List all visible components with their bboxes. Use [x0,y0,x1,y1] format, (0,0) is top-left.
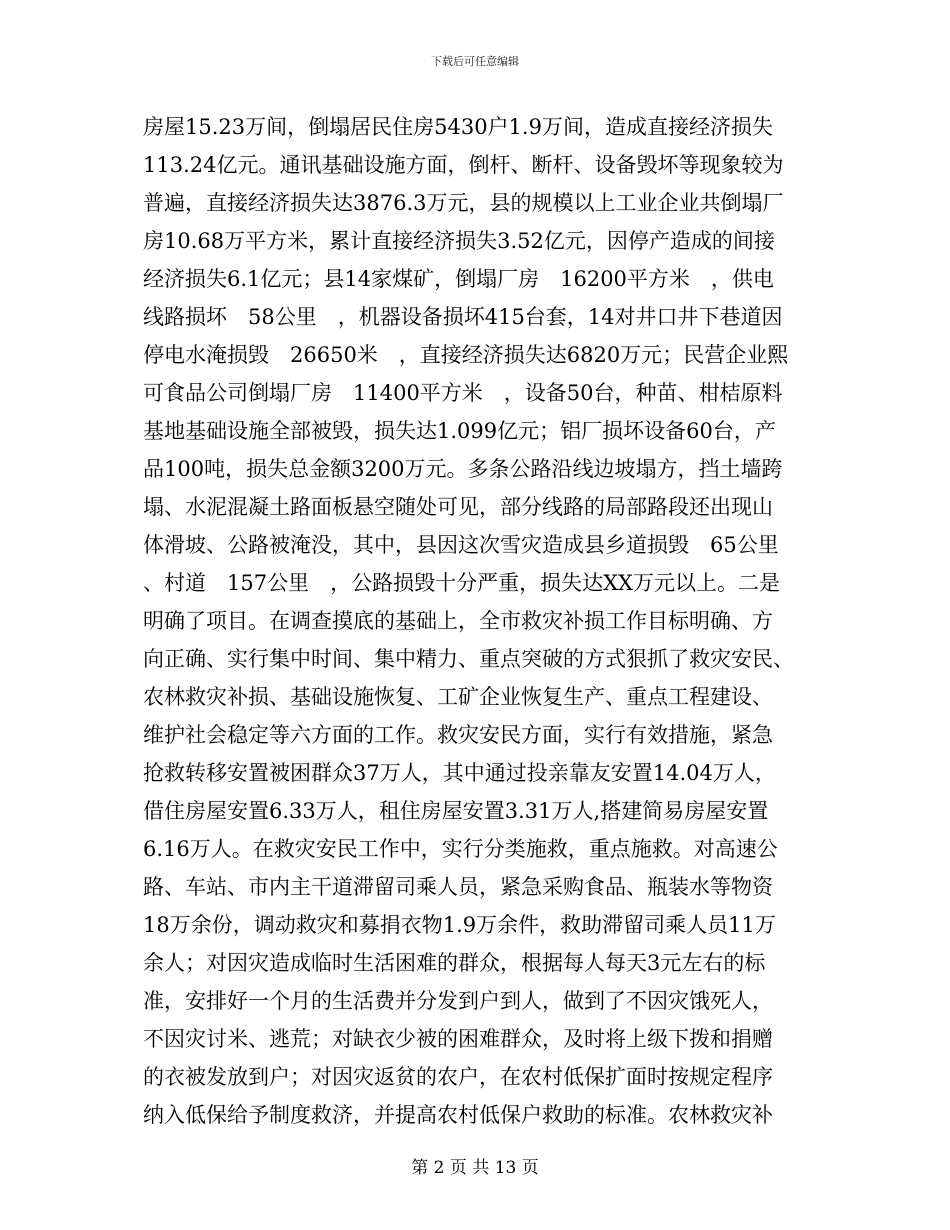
text-line: 塌、水泥混凝土路面板悬空随处可见，部分线路的局部路段还出现山 [143,495,773,519]
text-line: 体滑坡、公路被淹没，其中，县因这次雪灾造成县乡道损毁 65公里 [143,533,779,557]
text-line: 抢救转移安置被困群众37万人，其中通过投亲靠友安置14.04万人， [143,761,776,785]
text-line: 房10.68万平方米，累计直接经济损失3.52亿元，因停产造成的间接 [143,229,775,253]
text-line: 维护社会稳定等六方面的工作。救灾安民方面，实行有效措施，紧急 [143,723,773,747]
page-number-footer: 第 2 页 共 13 页 [411,1158,539,1178]
text-line: 可食品公司倒塌厂房 11400平方米 ，设备50台，种苗、柑桔原料 [143,381,783,405]
text-line: 房屋15.23万间，倒塌居民住房5430户1.9万间，造成直接经济损失 [143,115,773,139]
text-line: 余人；对因灾造成临时生活困难的群众，根据每人每天3元左右的标 [143,951,766,975]
text-line: 农林救灾补损、基础设施恢复、工矿企业恢复生产、重点工程建设、 [143,685,773,709]
text-line: 准，安排好一个月的生活费并分发到户到人，做到了不因灾饿死人， [143,989,773,1013]
page-header-label: 下载后可任意编辑 [431,55,519,68]
text-line: 向正确、实行集中时间、集中精力、重点突破的方式狠抓了救灾安民、 [143,647,794,671]
text-line: 113.24亿元。通讯基础设施方面，倒杆、断杆、设备毁坏等现象较为 [143,153,784,177]
text-line: 普遍，直接经济损失达3876.3万元，县的规模以上工业企业共倒塌厂 [143,191,784,215]
text-line: 纳入低保给予制度救济，并提高农村低保户救助的标准。农林救灾补 [143,1103,773,1127]
text-line: 基地基础设施全部被毁，损失达1.099亿元；铝厂损坏设备60台，产 [143,419,776,443]
text-line: 品100吨，损失总金额3200万元。多条公路沿线边坡塌方，挡土墙跨 [143,457,783,481]
text-line: 借住房屋安置6.33万人，租住房屋安置3.31万人,搭建简易房屋安置 [143,799,769,823]
text-line: 经济损失6.1亿元；县14家煤矿，倒塌厂房 16200平方米 ，供电 [143,267,774,291]
text-line: 停电水淹损毁 26650米 ，直接经济损失达6820万元；民营企业熙 [143,343,789,367]
text-line: 线路损坏 58公里 ，机器设备损坏415台套，14对井口井下巷道因 [143,305,783,329]
text-line: 不因灾讨米、逃荒；对缺衣少被的困难群众，及时将上级下拨和捐赠 [143,1027,773,1051]
text-line: 、村道 157公里 ，公路损毁十分严重，损失达XX万元以上。二是 [143,571,780,595]
text-line: 6.16万人。在救灾安民工作中，实行分类施救，重点施救。对高速公 [143,837,778,861]
text-line: 18万余份，调动救灾和募捐衣物1.9万余件，救助滞留司乘人员11万 [143,913,776,937]
text-line: 明确了项目。在调查摸底的基础上，全市救灾补损工作目标明确、方 [143,609,773,633]
text-line: 的衣被发放到户；对因灾返贫的农户，在农村低保扩面时按规定程序 [143,1065,773,1089]
document-body [143,108,807,1134]
text-line: 路、车站、市内主干道滞留司乘人员，紧急采购食品、瓶装水等物资 [143,875,773,899]
